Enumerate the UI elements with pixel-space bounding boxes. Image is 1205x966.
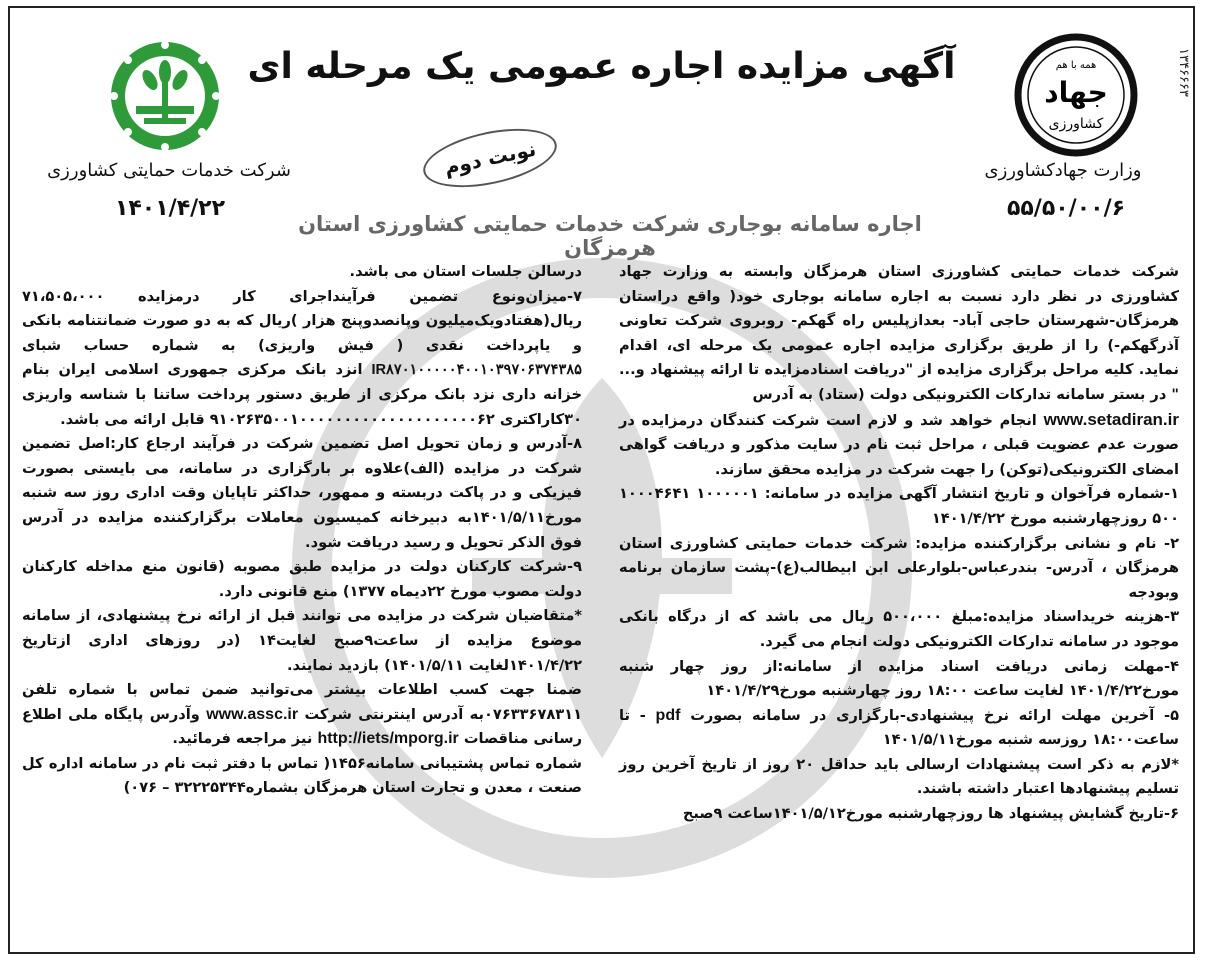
ministry-name: وزارت جهادکشاورزی [984,160,1142,181]
item-5: ۵- آخرین مهلت ارائه نرخ پیشنهادی-بارگزاری در سامانه بصورت pdf - تا ساعت۱۸:۰۰ روزسه شنبه مورخ۱۴۰۱/۵/۱۱ [619,706,1179,749]
page-title: آگهی مزایده اجاره عمومی یک مرحله ای [247,46,956,87]
item-3: ۳-هزینه خریداسناد مزایده:مبلغ ۵۰۰،۰۰۰ ریال می باشد که از درگاه بانکی موجود در سامانه تدارکات الکترونیکی دولت انجام می گیرد. [619,608,1179,650]
iets-link[interactable]: http://iets/mporg.ir [317,730,459,748]
publish-date: ۱۴۰۱/۴/۲۲ [114,196,226,221]
left-column [22,260,582,801]
item-9: ۹-شرکت کارکنان دولت در مزایده طبق مصوبه (قانون منع مداخله کارکنان دولت مصوب مورخ ۲۲دیماه ۱۳۷۷) منع قانونی دارد. [22,558,582,600]
setadiran-link[interactable]: www.setadiran.ir [1043,409,1179,429]
item-8: ۸-آدرس و زمان تحویل اصل تضمین شرکت در فرآیند ارجاع کار:اصل تضمین شرکت در مزایده (الف)علاوه بر بارگزاری در سامانه، می بایستی بصورت فیزیکی و در پاکت دربسته و ممهور، حداکثر تاپایان وقت اداری روز سه شنبه مورخ۱۴۰۱/۵/۱۱به دبیرخانه کمیسیون معاملات برگزارکننده مزایده در آدرس فوق الذکر تحویل و رسید دریافت شود. [22,435,582,551]
svg-text:همه با هم: همه با هم [1055,60,1097,71]
support-phone: شماره تماس پشتیبانی سامانه۱۴۵۶( تماس با دفتر ثبت نام در سامانه اداره کل صنعت ، معدن و تجارت استان هرمزگان بشماره۳۲۲۲۵۳۴۴ – ۰۷۶) [22,754,583,797]
item-4: ۴-مهلت زمانی دریافت اسناد مزایده از سامانه:از روز چهار شنبه مورخ۱۴۰۱/۴/۲۲ لغایت ساعت ۱۸:۰۰ روز چهارشنبه مورخ۱۴۰۱/۴/۲۹ [619,657,1179,700]
company-name: شرکت خدمات حمایتی کشاورزی [47,160,291,181]
sheba-number: IR۸۷۰۱۰۰۰۰۰۴۰۰۱۰۳۹۷۰۶۳۷۴۳۸۵ [371,362,582,379]
svg-text:کشاورزی: کشاورزی [1048,116,1104,132]
validity-note: *لازم به ذکر است پیشنهادات ارسالی باید حداقل ۲۰ روز از تاریخ آخرین روز تسلیم پیشنهادها اعتبار داشته باشند. [619,755,1179,798]
continuation-line: درسالن جلسات استان می باشد. [349,263,582,280]
svg-text:جهاد: جهاد [1044,76,1108,109]
serial-number: ۱۳۴۶۶۶۳ [1176,48,1191,97]
item-6: ۶-تاریخ گشایش پیشنهاد ها روزچهارشنبه مورخ۱۴۰۱/۵/۱۲ساعت ۹صبح [682,805,1179,823]
round-badge: نوبت دوم [418,118,562,197]
setad-paragraph: www.setadiran.ir انجام خواهد شد و لازم است شرکت کنندگان درمزایده در صورت عدم عضویت قبلی ، مراحل ثبت نام در سایت مذکور و دریافت گواهی امضای الکترونیکی(توکن) را جهت شرکت در مزایده محقق سازند. [619,409,1179,478]
contact-paragraph: ضمنا جهت کسب اطلاعات بیشتر می‌توانید ضمن تماس با شماره تلفن ۰۷۶۳۳۶۷۸۳۱۱به آدرس اینترنتی شرکت www.assc.ir وآدرس پایگاه ملی اطلاع رسانی مناقصات http://iets/mporg.ir نیز مراجعه فرمائید. [22,681,582,748]
advertisement-page [8,6,1195,954]
visit-note: *متقاضیان شرکت در مزایده می توانند قبل از ارائه نرخ پیشنهادی، از سامانه موضوع مزایده از ساعت۹صبح لغایت۱۴ (در روزهای اداری ازتاریخ ۱۴۰۱/۴/۲۲لغایت ۱۴۰۱/۵/۱۱) بازدید نمایند. [22,607,582,674]
right-column [619,260,1179,827]
company-logo-icon [100,36,230,156]
intro-paragraph: شرکت خدمات حمایتی کشاورزی استان هرمزگان وابسته به وزارت جهاد کشاورزی در نظر دارد نسبت به اجاره سامانه بوجاری خود( واقع دراستان هرمزگان-شهرستان حاجی آباد- بعدازپلیس راه گهکم- روبروی شرکت تعاونی آذرگهکم-) را از طریق برگزاری مزایده اجاره عمومی یک مرحله ای، اقدام نماید. کلیه مراحل برگزاری مزایده از "دریافت اسنادمزایده تا ارائه پیشنهاد و... " در بستر سامانه تدارکات الکترونیکی دولت (ستاد) به آدرس [619,263,1179,403]
pdf-label: pdf [655,706,681,724]
reference-number: ۵۵/۵۰/۰۰/۶ [1006,196,1126,221]
item-2: ۲- نام و نشانی برگزارکننده مزایده: شرکت خدمات حمایتی کشاورزی استان هرمزگان ، آدرس- بندرعباس-بلوارعلی ابن ابیطالب(ع)-پشت سازمان برنامه وبودجه [619,534,1179,601]
subtitle: اجاره سامانه بوجاری شرکت خدمات حمایتی کشاورزی استان هرمزگان [298,212,922,260]
assc-link[interactable]: www.assc.ir [206,705,299,723]
item-1: ۱-شماره فرآخوان و تاریخ انتشار آگهی مزایده در سامانه: ۱۰۰۰۰۰۱ ۱۰۰۰۴۶۴۱ ۵۰۰ روزچهارشنبه مورخ ۱۴۰۱/۴/۲۲ [619,485,1179,527]
item-7: ۷-میزان‌ونوع تضمین فرآیند‌اجرای کار در‌مزایده ۷۱،۵۰۵،۰۰۰ ریال(هفتادویک‌میلیون وپانصدوپنج هزار )ریال که به دو صورت ضمانتنامه بانکی و یاپرداخت نقدی ( فیش واریزی) به شماره حساب شبای IR۸۷۰۱۰۰۰۰۰۴۰۰۱۰۳۹۷۰۶۳۷۴۳۸۵ انزد بانک مرکزی جمهوری اسلامی ایران بنام خزانه داری نزد بانک مرکزی از طریق دستور پرداخت ساتنا با شناسه واریزی ۳۰کاراکتری ۹۱۰۲۶۳۵۰۰۱۰۰۰۰۰۰۰۰۰۰۰۰۰۰۰۰۰۰۰۰۶۲ قابل ارائه می باشد. [22,287,582,428]
